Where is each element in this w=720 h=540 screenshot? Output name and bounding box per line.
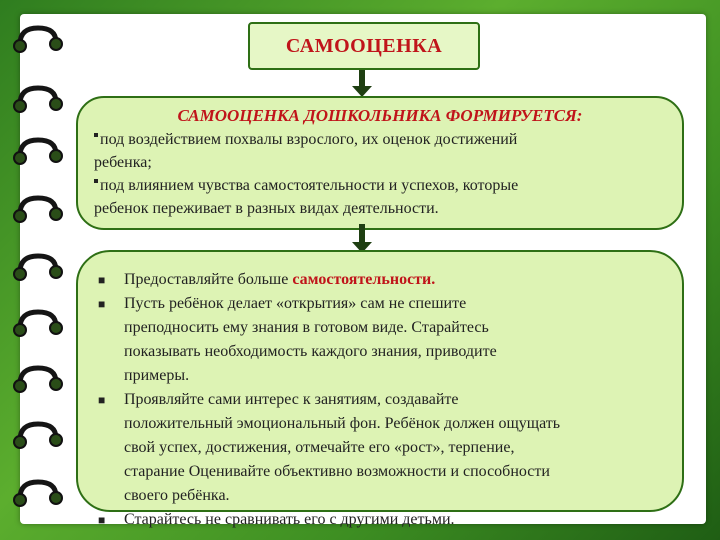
formation-heading: САМООЦЕНКА ДОШКОЛЬНИКА ФОРМИРУЕТСЯ: [177,106,583,125]
square-bullet-icon [94,179,98,183]
spiral-rings [0,0,80,540]
formation-item-2: под влиянием чувства самостоятельности и успехов, которые ребенок переживает в разных видах деятельности. [94,177,519,217]
page-title: САМООЦЕНКА [285,34,443,57]
tip-item-3: ■ Проявляйте сами интерес к занятиям, создавайте положительный эмоциональный фон. Ребёнок должен ощущать свой успех, достижения, отмечайте его «рост», терпение, старание Оценивайте объективно возможности и способности своего ребёнка. [98,388,668,508]
square-bullet-icon: ■ [98,297,106,311]
square-bullet-icon: ■ [98,273,106,287]
title-box [248,22,480,70]
square-bullet-icon: ■ [98,393,106,407]
tip-item-2: ■ Пусть ребёнок делает «открытия» сам не спешите преподносить ему знания в готовом виде. Старайтесь показывать необходимость каждого знания, приводите примеры. [98,292,668,388]
square-bullet-icon [94,133,98,137]
tip-item-4: ■ Старайтесь не сравнивать его с другими детьми. [98,508,668,532]
tip-item-1: ■ Предоставляйте больше самостоятельности. [98,268,668,292]
arrow-down-icon [351,70,373,98]
formation-item-1: под воздействием похвалы взрослого, их оценок достижений ребенка; [94,131,518,171]
square-bullet-icon: ■ [98,513,106,527]
formation-box [76,96,684,230]
tips-list [98,268,668,532]
